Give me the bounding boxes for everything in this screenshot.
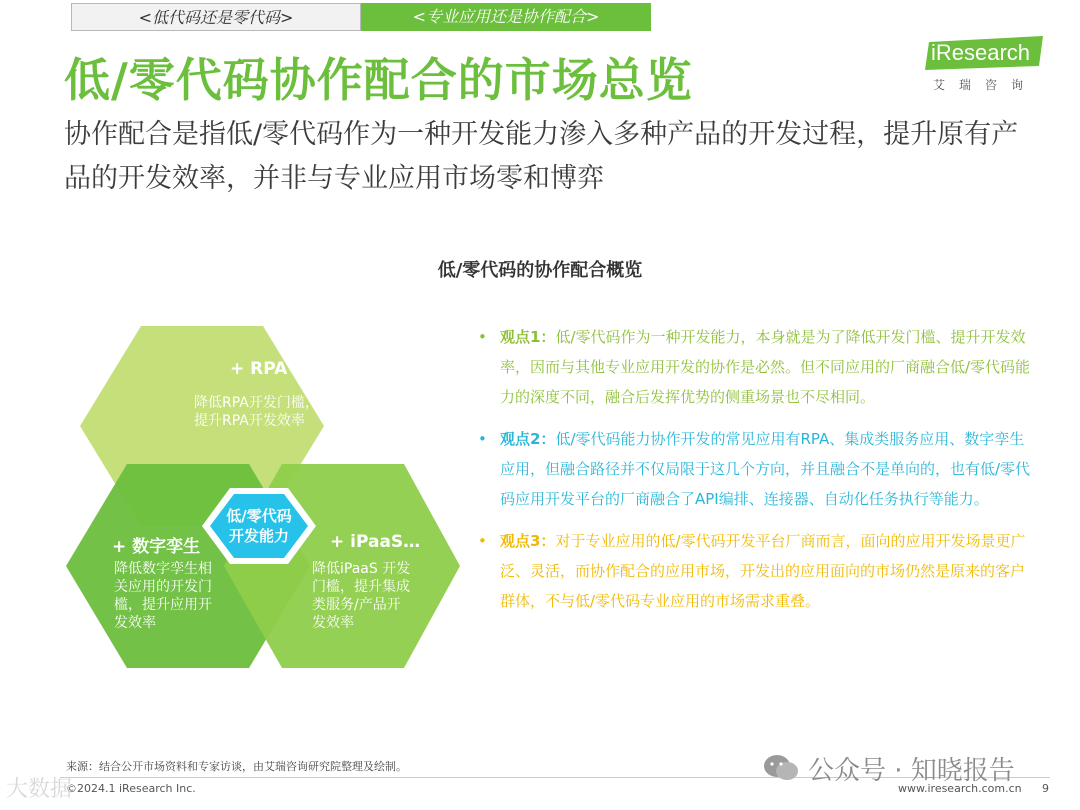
hex-rpa-label: + RPA [230, 359, 288, 379]
page-title: 低/零代码协作配合的市场总览 [64, 53, 693, 107]
tab-low-vs-zero-code[interactable]: <低代码还是零代码> [71, 3, 361, 31]
viewpoints-list [478, 322, 1038, 628]
hex-ipaas-desc [312, 560, 410, 632]
tab-professional-vs-collaboration[interactable]: <专业应用还是协作配合> [361, 3, 651, 31]
bullet-icon: • [478, 430, 487, 448]
hex-rpa-desc [194, 394, 319, 430]
viewpoint-3-head: 观点3： [500, 532, 556, 550]
center-label-line: 低/零代码 [226, 507, 292, 525]
page-number: 9 [1042, 782, 1049, 795]
viewpoint-2-text: 低/零代码能力协作开发的常见应用有RPA、集成类服务应用、数字孪生应用，但融合路径并不仅局限于这几个方向，并且融合不是单向的，也有低/零代码应用开发平台的厂商融合了API编排、连接器、自动化任务执行等能力。 [500, 430, 1031, 508]
hexagon-diagram [64, 326, 464, 676]
viewpoint-3 [478, 526, 1038, 616]
hex-ipaas-label: + iPaaS… [330, 532, 421, 552]
hex-rpa-desc-line: 提升RPA开发效率 [194, 413, 305, 429]
section-tabs [71, 3, 651, 31]
copyright: ©2024.1 iResearch Inc. [66, 782, 196, 795]
hex-rpa-desc-line: 降低RPA开发门槛， [194, 395, 319, 411]
viewpoint-1 [478, 322, 1038, 412]
center-label-line: 开发能力 [228, 527, 289, 545]
iresearch-logo [925, 36, 1050, 94]
bullet-icon: • [478, 328, 487, 346]
viewpoint-2-head: 观点2： [500, 430, 556, 448]
hex-digital-twin-label: + 数字孪生 [112, 537, 201, 557]
center-label [214, 506, 304, 546]
wechat-watermark [762, 748, 1015, 788]
hex-digital-twin-desc-line: 槛，提升应用开 [114, 597, 212, 613]
viewpoint-1-head: 观点1： [500, 328, 556, 346]
wechat-icon [762, 753, 800, 783]
watermark-corner: 大数据 [6, 777, 73, 802]
website-link[interactable]: www.iresearch.com.cn [898, 782, 1022, 795]
hex-ipaas-desc-line: 发效率 [312, 615, 354, 631]
viewpoint-2 [478, 424, 1038, 514]
hex-ipaas-desc-line: 门槛，提升集成 [312, 579, 410, 595]
viewpoint-3-text: 对于专业应用的低/零代码开发平台厂商而言，面向的应用开发场景更广泛、灵活，而协作配合的应用市场，开发出的应用面向的市场仍然是原来的客户群体，不与低/零代码专业应用的市场需求重叠。 [500, 532, 1026, 610]
viewpoint-1-text: 低/零代码作为一种开发能力，本身就是为了降低开发门槛、提升开发效率，因而与其他专业应用开发的协作是必然。但不同应用的厂商融合低/零代码能力的深度不同，融合后发挥优势的侧重场景也不尽相同。 [500, 328, 1031, 406]
hex-ipaas-desc-line: 降低iPaaS 开发 [312, 561, 411, 577]
source-note: 来源：结合公开市场资料和专家访谈，由艾瑞咨询研究院整理及绘制。 [66, 760, 407, 773]
hex-digital-twin-desc-line: 关应用的开发门 [114, 579, 212, 595]
hex-digital-twin-desc-line: 降低数字孪生相 [114, 561, 212, 577]
hex-digital-twin-desc [114, 560, 212, 632]
logo-cn-text: 艾瑞咨询 [933, 78, 1038, 92]
page-subtitle: 协作配合是指低/零代码作为一种开发能力渗入多种产品的开发过程，提升原有产品的开发效率，并非与专业应用市场零和博弈 [64, 119, 1019, 194]
hex-ipaas-desc-line: 类服务/产品开 [312, 597, 401, 613]
watermark-text: 公众号 · 知晓报告 [808, 755, 1015, 786]
logo-text: iResearch [931, 40, 1031, 65]
hex-digital-twin-desc-line: 发效率 [114, 615, 156, 631]
bullet-icon: • [478, 532, 487, 550]
diagram-title: 低/零代码的协作配合概览 [437, 260, 643, 281]
